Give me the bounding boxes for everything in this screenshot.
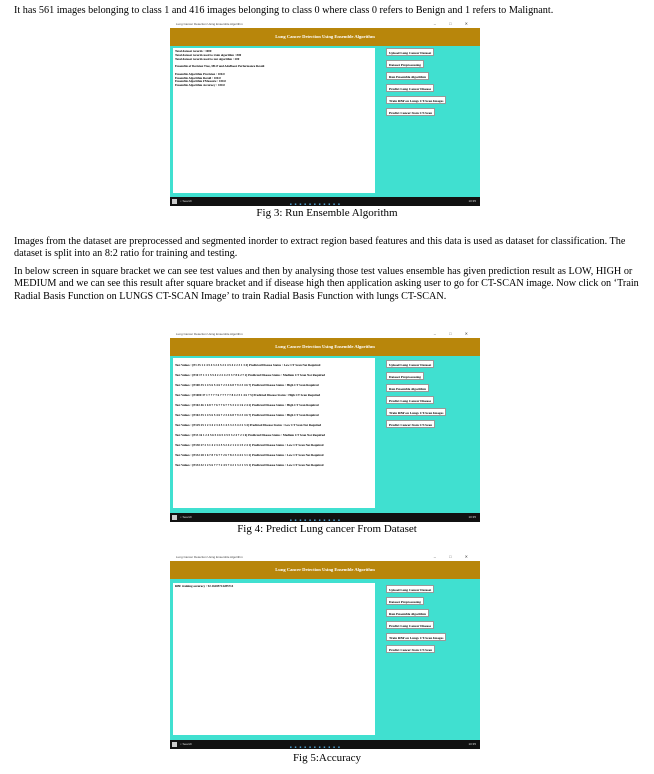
- output-line: Test Values : [P102 35 1 4 5 6 5 4 6 7 2 3 4 6 8 7 9 2 3 4 6 7] Predicted Disease Status : High CT Scan Required: [175, 413, 319, 417]
- taskbar: [170, 197, 480, 206]
- train-rbf-button[interactable]: Train RBF on Lungs CT-Scan Images: [386, 96, 446, 104]
- window-title: Lung Cancer Detection Using Ensemble Algorithm: [176, 332, 243, 336]
- taskbar-clock: 10:35: [468, 199, 476, 203]
- window-titlebar: [170, 553, 480, 561]
- upload-dataset-button[interactable]: Upload Lung Cancer Dataset: [386, 585, 434, 593]
- taskbar-search[interactable]: ⌕ Search: [180, 199, 193, 203]
- figure-5-caption: Fig 5:Accuracy: [292, 752, 362, 764]
- upload-dataset-button[interactable]: Upload Lung Cancer Dataset: [386, 360, 434, 368]
- taskbar-search[interactable]: ⌕ Search: [180, 515, 193, 519]
- output-line: Test Values : [P102 46 1 6 8 7 7 6 7 7 6 7 7 5 3 2 4 1 6 2 4 2] Predicted Disease Status : High CT Scan Required: [175, 403, 319, 407]
- figure-3-caption: Fig 3: Run Ensemble Algorithm: [256, 207, 398, 219]
- output-line: Ensemble Algorithm Recall : 100.0: [175, 75, 221, 80]
- window-titlebar: [170, 20, 480, 28]
- screenshot-predict-dataset: [170, 330, 480, 522]
- prediction-paragraph: In below screen in square bracket we can see test values and then by analysing those test values ensemble has given prediction result as LOW, HIGH or MEDIUM and we can see this result after square bracket and if disease high then application asking user to go for CT-SCAN image. Now click on ‘Train Radial Basis Function on LUNGS CT-SCAN Image’ to train Radial Basis Function with lungs CT-SCAN.: [14, 266, 639, 302]
- intro-paragraph: It has 561 images belonging to class 1 and 416 images belonging to class 0 where class 0 refers to Benign and 1 refers to Malignant.: [14, 5, 554, 16]
- train-rbf-button[interactable]: Train RBF on Lungs CT-Scan Images: [386, 408, 446, 416]
- window-controls[interactable]: – □ ✕: [433, 331, 474, 336]
- output-line: Test Values : [P133 32 1 2 5 6 7 7 7 2 4 5 7 4 2 1 3 2 1 3 5 1] Predicted Disease Status : Low CT Scan Not Required: [175, 463, 324, 467]
- preprocess-button[interactable]: Dataset Preprocessing: [386, 597, 424, 605]
- taskbar-clock: 10:35: [468, 742, 476, 746]
- output-line: Total dataset records used to train algorithm : 800: [175, 52, 242, 57]
- run-ensemble-button[interactable]: Run Ensemble Algorithm: [386, 609, 429, 617]
- output-line: Total dataset records used to test algorithm : 200: [175, 56, 240, 61]
- predict-disease-button[interactable]: Predict Lung Cancer Disease: [386, 621, 434, 629]
- taskbar-app-icons[interactable]: ■■■■■■■■■■■: [290, 518, 343, 522]
- output-line: Ensemble Algorithm Accuracy : 100.0: [175, 83, 225, 88]
- taskbar-search[interactable]: ⌕ Search: [180, 742, 193, 746]
- output-line: Ensemble Algorithm Precision : 100.0: [175, 71, 225, 76]
- output-line: Test Values : [P1000 37 1 7 7 7 7 6 7 7 7 7 7 8 4 2 5 1 4 6 7 5] Predicted Disease Status : High CT Scan Required: [175, 393, 321, 397]
- taskbar: [170, 740, 480, 749]
- output-text-area[interactable]: [173, 358, 375, 508]
- screenshot-run-ensemble: [170, 20, 480, 206]
- output-line: Test Values : [P13 16 1 2 4 5 6 5 4 6 5 4 5 5 3 2 4 7 2 1 6] Predicted Disease Status : Medium CT Scan Not Required: [175, 433, 325, 437]
- app-header: Lung Cancer Detection Using Ensemble Algorithm: [170, 338, 480, 356]
- preprocess-button[interactable]: Dataset Preprocessing: [386, 60, 424, 68]
- taskbar-clock: 10:35: [468, 515, 476, 519]
- run-ensemble-button[interactable]: Run Ensemble Algorithm: [386, 72, 429, 80]
- output-line: Test Values : [P129 25 1 2 3 4 2 3 4 5 1 4 3 3 2 3 4 2 2 3 4] Predicted Disease Status : Low CT Scan Not Required: [175, 423, 322, 427]
- taskbar-app-icons[interactable]: ■■■■■■■■■■■: [290, 202, 343, 206]
- output-line: Test Values : [P132 28 1 6 7 8 7 6 7 7 2 6 7 8 2 3 4 4 2 3 1 2] Predicted Disease Status : Low CT Scan Not Required: [175, 453, 324, 457]
- window-title: Lung Cancer Detection Using Ensemble Algorithm: [176, 22, 243, 26]
- output-line: Test Values : [P1 35 1 2 4 5 4 3 2 4 5 2 2 4 5 4 2 2 3 1 3 4] Predicted Disease Status : Low CT Scan Not Required: [175, 363, 321, 367]
- taskbar-app-icons[interactable]: ■■■■■■■■■■■: [290, 745, 343, 749]
- figure-4-caption: Fig 4: Predict Lung cancer From Dataset: [237, 523, 417, 535]
- window-controls[interactable]: – □ ✕: [433, 554, 474, 559]
- windows-start-icon[interactable]: [172, 199, 177, 204]
- windows-start-icon[interactable]: [172, 742, 177, 747]
- predict-ctscan-button[interactable]: Predict Cancer from CT-Scan: [386, 645, 435, 653]
- preprocess-button[interactable]: Dataset Preprocessing: [386, 372, 424, 380]
- window-controls[interactable]: – □ ✕: [433, 21, 474, 26]
- predict-ctscan-button[interactable]: Predict Cancer from CT-Scan: [386, 420, 435, 428]
- preprocess-paragraph: Images from the dataset are preprocessed and segmented inorder to extract region based features and this data is used as dataset for classification. The dataset is split into an 8:2 ratio for training and testing.: [14, 236, 626, 260]
- taskbar: [170, 513, 480, 522]
- output-line: Test Values : [P100 35 1 4 5 6 5 4 6 7 2 3 4 6 8 7 9 2 3 4 6 7] Predicted Disease Status : High CT Scan Required: [175, 383, 319, 387]
- screenshot-accuracy: [170, 553, 480, 749]
- window-titlebar: [170, 330, 480, 338]
- output-line: Ensemble Algorithm FMeasure : 100.0: [175, 79, 226, 84]
- output-line: Test Values : [P130 27 2 3 1 4 2 3 2 5 5 2 4 2 1 2 4 1 5 2 4 1] Predicted Disease Status : Low CT Scan Not Required: [175, 443, 324, 447]
- predict-ctscan-button[interactable]: Predict Cancer from CT-Scan: [386, 108, 435, 116]
- output-text-area[interactable]: [173, 48, 375, 193]
- windows-start-icon[interactable]: [172, 515, 177, 520]
- train-rbf-button[interactable]: Train RBF on Lungs CT-Scan Images: [386, 633, 446, 641]
- upload-dataset-button[interactable]: Upload Lung Cancer Dataset: [386, 48, 434, 56]
- output-line: Ensemble of Decision Tree, MLP and AdaBoost Performance Result: [175, 64, 265, 69]
- window-title: Lung Cancer Detection Using Ensemble Algorithm: [176, 555, 243, 559]
- output-line: Total dataset records : 1000: [175, 49, 212, 53]
- run-ensemble-button[interactable]: Run Ensemble Algorithm: [386, 384, 429, 392]
- output-line: RBF training accuracy : 92.16285714285714: [175, 584, 234, 588]
- app-header: Lung Cancer Detection Using Ensemble Algorithm: [170, 561, 480, 579]
- output-text-area[interactable]: [173, 583, 375, 735]
- predict-disease-button[interactable]: Predict Lung Cancer Disease: [386, 84, 434, 92]
- app-header: Lung Cancer Detection Using Ensemble Algorithm: [170, 28, 480, 46]
- output-line: Test Values : [P10 17 1 3 1 5 5 4 2 2 2 4 2 5 3 7 8 6 2 7 2] Predicted Disease Status : Medium CT Scan Not Required: [175, 373, 325, 377]
- predict-disease-button[interactable]: Predict Lung Cancer Disease: [386, 396, 434, 404]
